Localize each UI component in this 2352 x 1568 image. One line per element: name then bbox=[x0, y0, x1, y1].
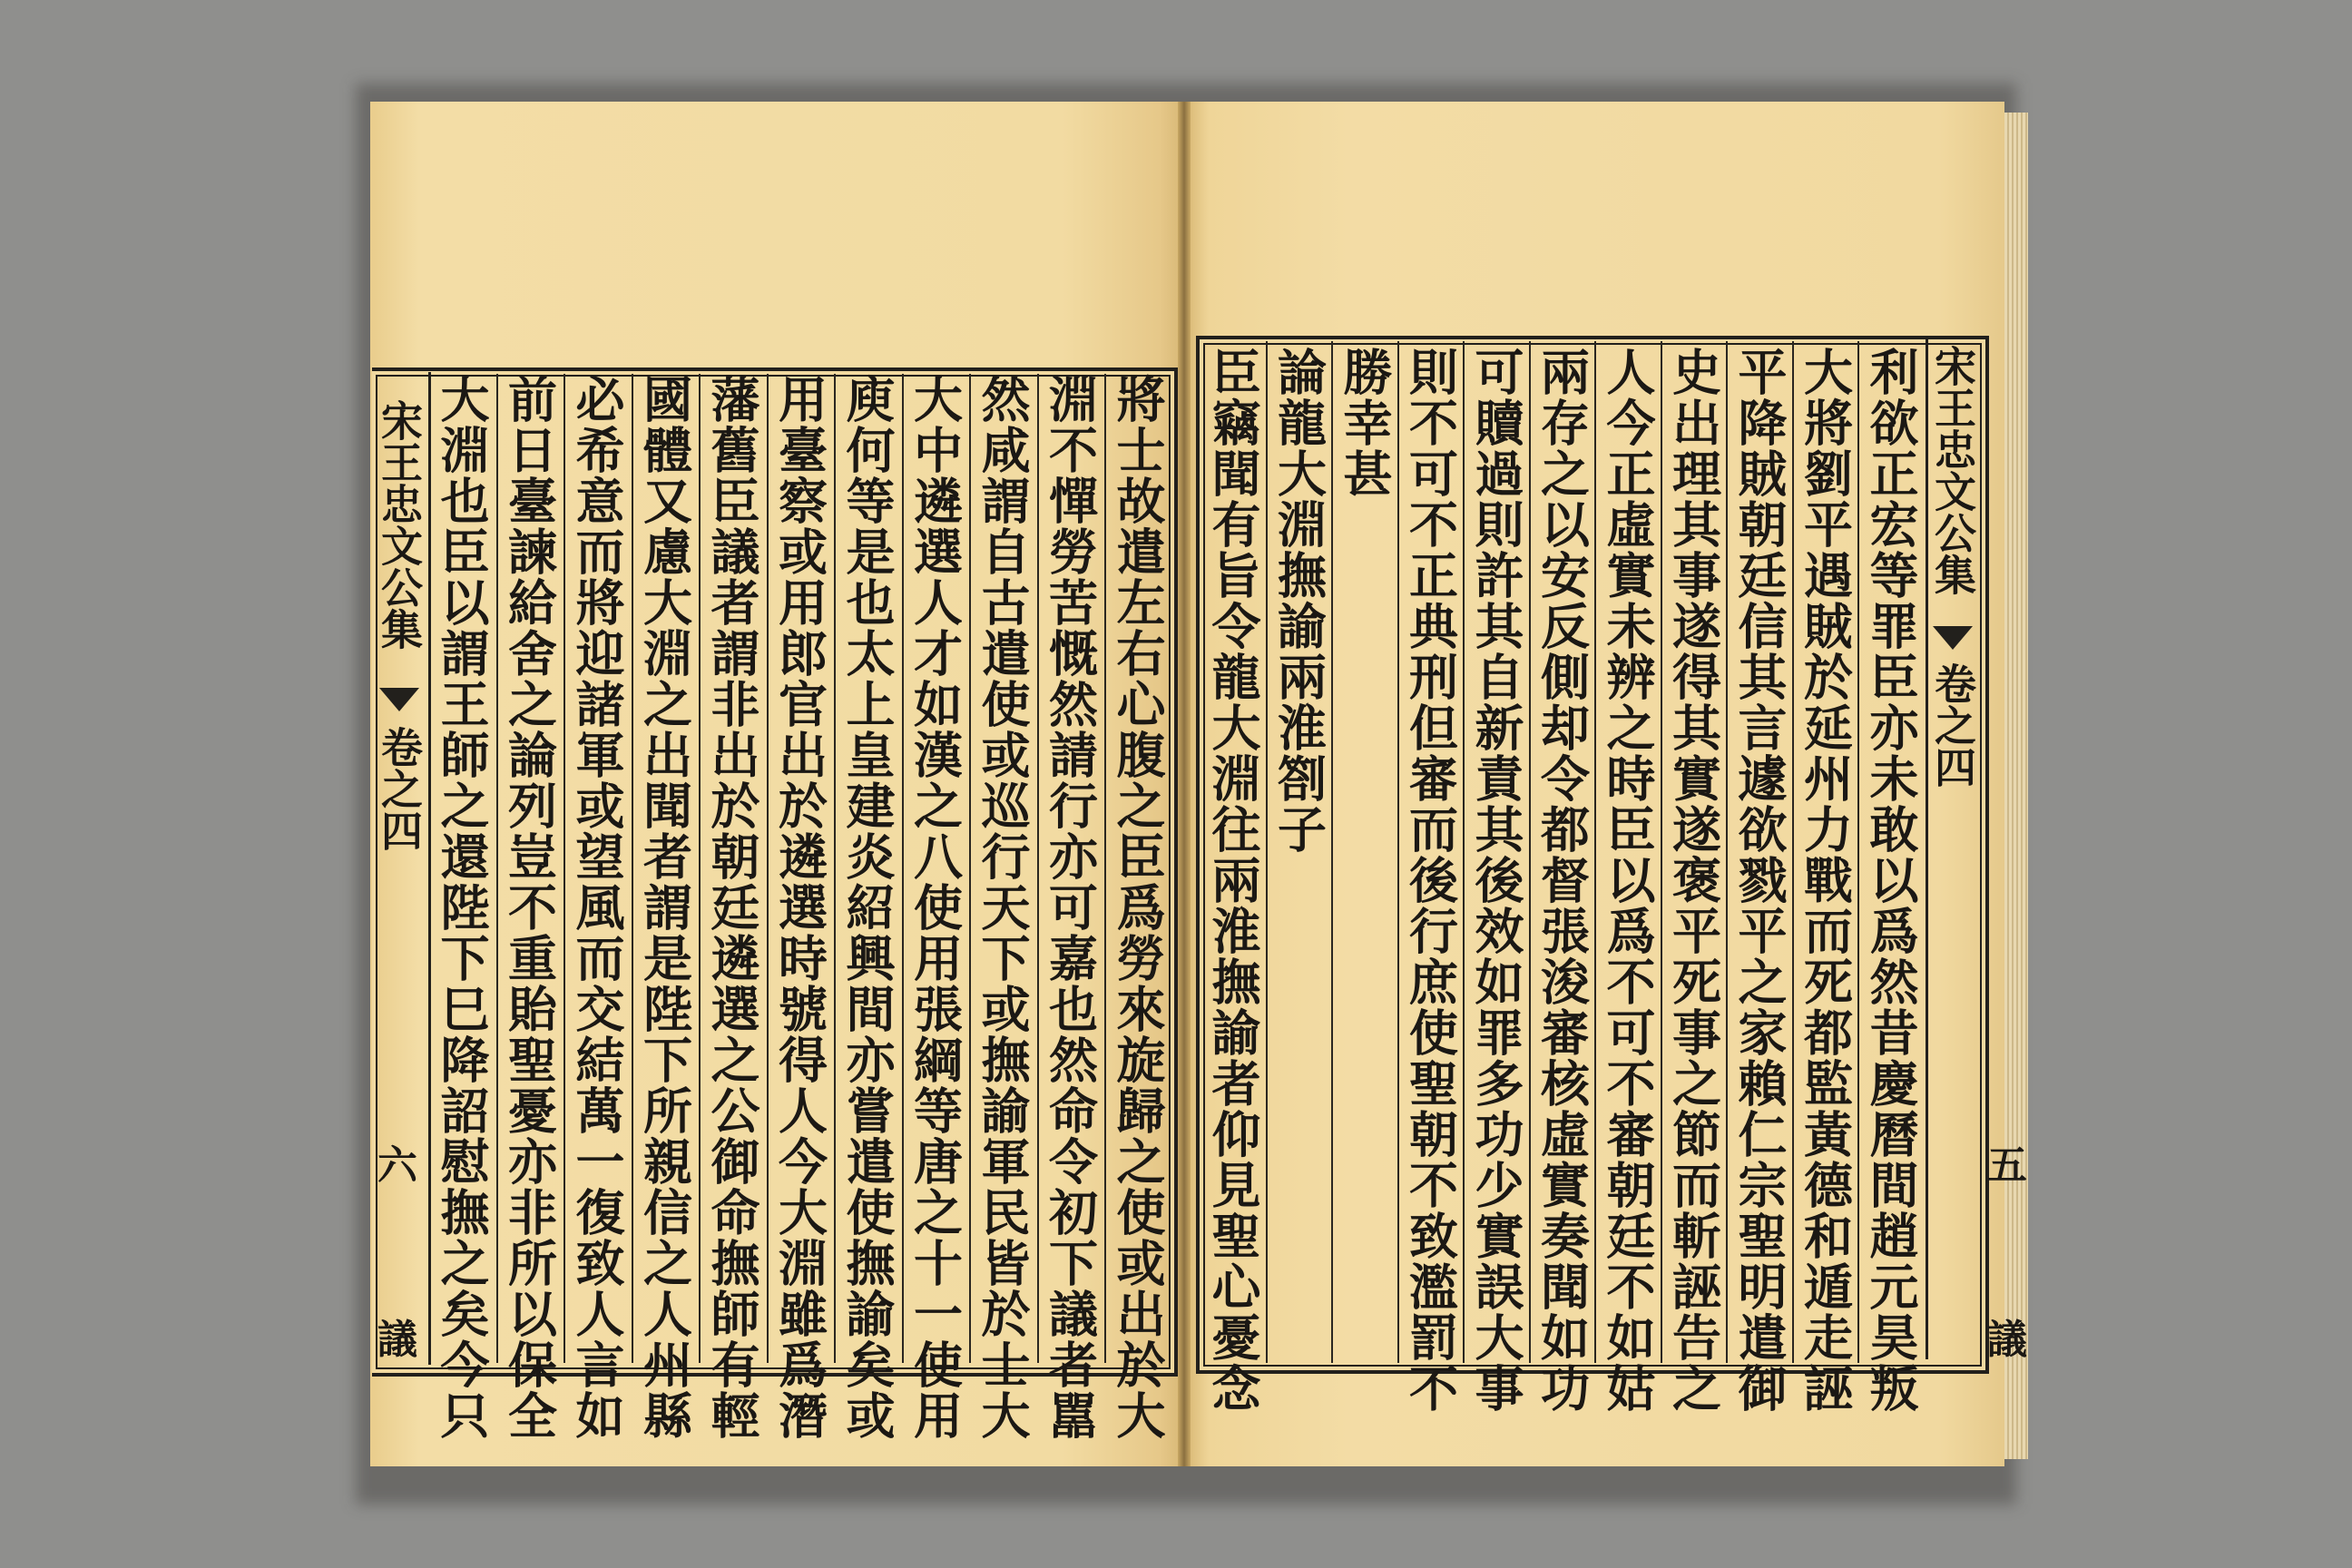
right-page-column-11: 利欲正宏等罪臣亦未敢以爲然昔慶曆間趙元昊叛 bbox=[1862, 347, 1920, 1414]
right-page-column-9: 平降賊朝廷信其言遽欲戮平之家賴仁宗聖明遣御 bbox=[1730, 347, 1788, 1414]
right-page-column-2: 論龍大淵撫諭兩淮劄子 bbox=[1269, 347, 1328, 855]
right-fishtail bbox=[1933, 626, 1973, 650]
column-rule bbox=[1857, 341, 1859, 1363]
right-page-column-1: 臣竊聞有旨令龍大淵往兩淮撫諭者仰見聖心憂念 bbox=[1204, 347, 1262, 1414]
column-rule bbox=[1594, 341, 1596, 1363]
left-page-column-1: 大淵也臣以謂王師之還陛下巳降詔慰撫之矣今只 bbox=[433, 374, 491, 1441]
left-page-column-7: 庾何等是也太上皇建炎紹興間亦嘗遣使撫諭矣或 bbox=[838, 374, 897, 1441]
right-page-column-8: 史出理其事遂得其實遂褒平死事之節而斬誣告之 bbox=[1664, 347, 1723, 1414]
column-rule bbox=[1529, 341, 1531, 1363]
right-page-column-6: 兩存之以安反側却令都督張浚審核虛實奏聞如功 bbox=[1533, 347, 1592, 1414]
left-page-column-3: 必希意而將迎諸軍或望風而交結萬一復致人言如 bbox=[568, 374, 626, 1441]
left-page-column-9: 然咸謂自古遣使或巡行天下或撫諭軍民皆於士大 bbox=[974, 374, 1032, 1441]
column-rule bbox=[834, 374, 836, 1363]
column-rule bbox=[1104, 374, 1106, 1363]
page-edges bbox=[2004, 113, 2028, 1459]
column-rule bbox=[1266, 341, 1268, 1363]
right-page-column-7: 人今正虛實未辨之時臣以爲不可不審朝廷不如姑 bbox=[1599, 347, 1657, 1414]
right-page-column-5: 可贖過則許其自新責其後效如罪多功少實誤大事 bbox=[1467, 347, 1525, 1414]
right-page-column-10: 大將劉平遇賊於延州力戰而死都監黃德和遁走誣 bbox=[1796, 347, 1855, 1414]
left-page-column-8: 大中遴選人才如漢之八使用張綱等唐之十一使用 bbox=[906, 374, 965, 1441]
column-rule bbox=[1037, 374, 1039, 1363]
left-fishtail bbox=[379, 688, 419, 711]
left-margin-volume: 卷之四 bbox=[375, 726, 424, 851]
left-page-column-5: 藩舊臣議者謂非出於朝廷遴選之公御命撫師有輕 bbox=[703, 374, 761, 1441]
right-margin-volume: 卷之四 bbox=[1928, 662, 1977, 788]
left-page-column-10: 淵不憚勞苦慨然請行亦可嘉也然命令初下議者嚚 bbox=[1041, 374, 1100, 1441]
left-page-number: 六 bbox=[377, 1142, 417, 1189]
column-rule bbox=[564, 374, 565, 1363]
column-rule bbox=[1661, 341, 1662, 1363]
left-page-column-11: 將士故遣左右心腹之臣爲勞來旋歸之使或出於大 bbox=[1109, 374, 1167, 1441]
column-rule bbox=[969, 374, 971, 1363]
left-margin-bottom: 議 bbox=[377, 1317, 417, 1363]
left-page-column-6: 用臺察或用郎官出於遴選時號得人今大淵雖爲潛 bbox=[770, 374, 829, 1441]
book-gutter bbox=[1178, 102, 1191, 1466]
left-margin-title: 宋王忠文公集 bbox=[375, 399, 424, 650]
column-rule bbox=[1726, 341, 1728, 1363]
column-rule bbox=[496, 374, 498, 1363]
column-rule bbox=[1792, 341, 1794, 1363]
left-page-column-2: 前日臺諫給舍之論列豈不重貽聖憂亦非所以保全 bbox=[500, 374, 559, 1441]
left-page-column-4: 國體又慮大淵之出聞者謂是陛下所親信之人州縣 bbox=[635, 374, 694, 1441]
column-rule bbox=[632, 374, 633, 1363]
column-rule bbox=[1463, 341, 1465, 1363]
right-margin-bottom: 議 bbox=[1987, 1317, 2027, 1363]
right-margin-title: 宋王忠文公集 bbox=[1928, 345, 1977, 595]
right-page-column-4: 則不可不正典刑但審而後行庶使聖朝不致濫罰不 bbox=[1401, 347, 1460, 1414]
column-rule bbox=[699, 374, 701, 1363]
column-rule bbox=[902, 374, 904, 1363]
column-rule bbox=[1331, 341, 1333, 1363]
right-page-column-3: 勝幸甚 bbox=[1336, 347, 1394, 499]
right-page-number: 五 bbox=[1987, 1142, 2027, 1189]
column-rule bbox=[1397, 341, 1399, 1363]
column-rule bbox=[767, 374, 769, 1363]
